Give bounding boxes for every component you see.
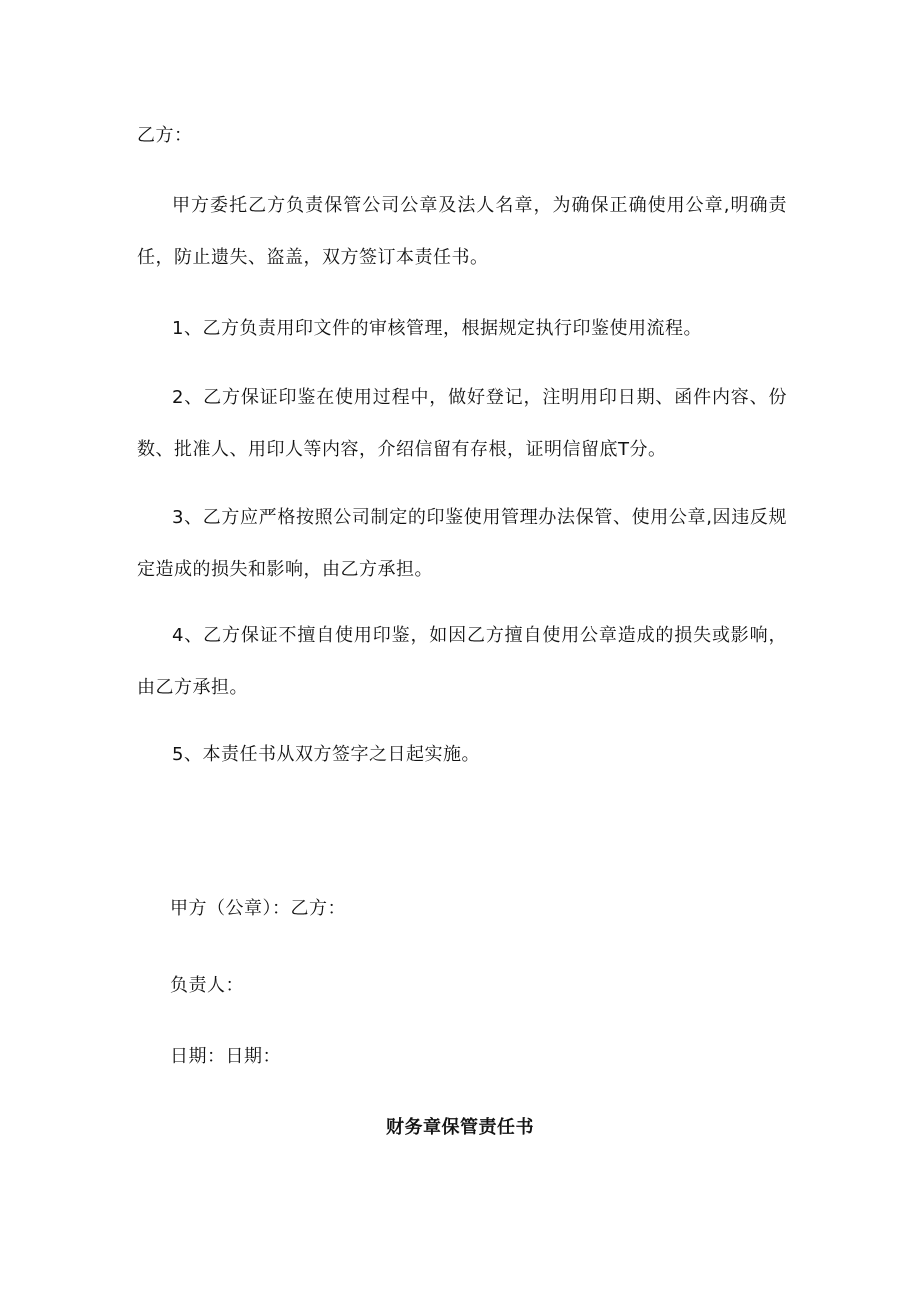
clause-1: 1、乙方负责用印文件的审核管理，根据规定执行印鉴使用流程。 (172, 318, 702, 339)
next-section-title: 财务章保管责任书 (386, 1117, 534, 1138)
signature-dates: 日期：日期： (170, 1046, 281, 1067)
clause-3: 3、乙方应严格按照公司制定的印鉴使用管理办法保管、使用公章,因违反规定造成的损失和影响，由乙方承担。 (137, 507, 787, 580)
signature-responsible: 负责人： (170, 975, 244, 996)
clause-2: 2、乙方保证印鉴在使用过程中，做好登记，注明用印日期、函件内容、份数、批准人、用印人等内容，介绍信留有存根，证明信留底T分。 (137, 387, 787, 460)
intro-paragraph: 甲方委托乙方负责保管公司公章及法人名章，为确保正确使用公章,明确责任，防止遗失、盗盖，双方签订本责任书。 (137, 195, 787, 268)
clause-5: 5、本责任书从双方签字之日起实施。 (172, 744, 480, 765)
party-b-label: 乙方： (137, 125, 193, 146)
clause-4: 4、乙方保证不擅自使用印鉴，如因乙方擅自使用公章造成的损失或影响，由乙方承担。 (137, 625, 787, 698)
signature-parties: 甲方（公章）：乙方： (170, 898, 346, 919)
